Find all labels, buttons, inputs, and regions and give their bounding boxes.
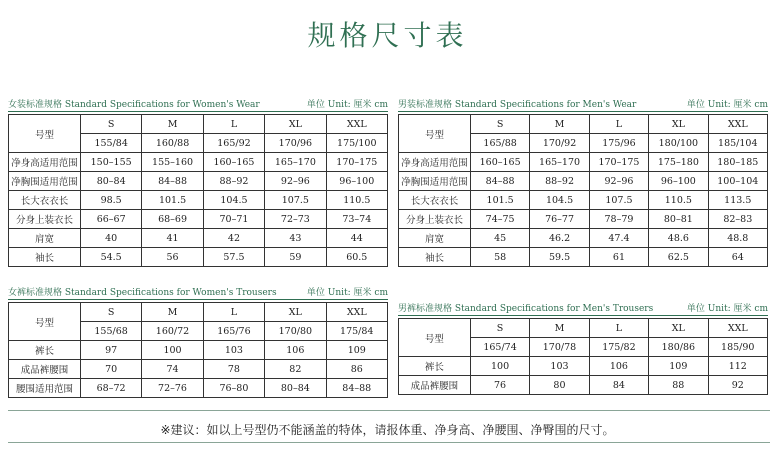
panel-header <box>398 300 768 316</box>
measure-cell: 84 <box>589 376 648 395</box>
measure-cell: 92 <box>708 376 767 395</box>
row-label: 分身上装衣长 <box>9 210 81 229</box>
table-row <box>9 210 388 229</box>
size-header: S <box>80 303 141 322</box>
size-code: 175/84 <box>326 322 387 341</box>
size-header: L <box>589 115 648 134</box>
measure-cell: 106 <box>265 341 326 360</box>
size-header: XXL <box>708 319 767 338</box>
measure-cell: 72–76 <box>142 379 203 398</box>
measure-cell: 80 <box>530 376 589 395</box>
measure-cell: 56 <box>142 248 203 267</box>
measure-cell: 88–92 <box>530 172 589 191</box>
measure-cell: 74–75 <box>470 210 529 229</box>
panel-header <box>398 96 768 112</box>
row-label: 净胸围适用范围 <box>399 172 471 191</box>
table-row <box>9 360 388 379</box>
measure-cell: 70–71 <box>203 210 264 229</box>
header-rule <box>398 111 768 112</box>
measure-cell: 88 <box>649 376 708 395</box>
row-label: 长大衣衣长 <box>9 191 81 210</box>
measure-cell: 76–77 <box>530 210 589 229</box>
measure-cell: 48.6 <box>649 229 708 248</box>
measure-cell: 97 <box>80 341 141 360</box>
measure-cell: 107.5 <box>589 191 648 210</box>
measure-cell: 57.5 <box>203 248 264 267</box>
size-code: 165/76 <box>203 322 264 341</box>
measure-cell: 86 <box>326 360 387 379</box>
measure-cell: 101.5 <box>142 191 203 210</box>
measure-cell: 98.5 <box>80 191 141 210</box>
size-header: XXL <box>326 115 387 134</box>
measure-cell: 109 <box>649 357 708 376</box>
measure-cell: 40 <box>80 229 141 248</box>
measure-cell: 170–175 <box>326 153 387 172</box>
table-row <box>399 153 768 172</box>
table-row <box>399 210 768 229</box>
table-row <box>399 172 768 191</box>
size-row <box>9 303 388 322</box>
measure-cell: 45 <box>470 229 529 248</box>
panel-caption: 女裤标准规格 Standard Specifications for Women's Trousers <box>8 288 277 298</box>
size-header: XL <box>265 115 326 134</box>
row-label: 净身高适用范围 <box>9 153 81 172</box>
row-label: 净胸围适用范围 <box>9 172 81 191</box>
measure-cell: 180–185 <box>708 153 767 172</box>
measure-cell: 68–72 <box>80 379 141 398</box>
row-label: 成品裤腰围 <box>9 360 81 379</box>
measure-cell: 103 <box>203 341 264 360</box>
row-label: 袖长 <box>399 248 471 267</box>
type-label: 号型 <box>399 319 471 357</box>
measure-cell: 76 <box>470 376 529 395</box>
row-label: 净身高适用范围 <box>399 153 471 172</box>
measure-cell: 101.5 <box>470 191 529 210</box>
size-header: XXL <box>326 303 387 322</box>
measure-cell: 66–67 <box>80 210 141 229</box>
size-code: 165/88 <box>470 134 529 153</box>
measure-cell: 100–104 <box>708 172 767 191</box>
row-label: 肩宽 <box>9 229 81 248</box>
measure-cell: 73–74 <box>326 210 387 229</box>
header-rule <box>8 299 388 300</box>
measure-cell: 70 <box>80 360 141 379</box>
panel-unit: 单位 Unit: 厘米 cm <box>686 100 768 110</box>
measure-cell: 100 <box>470 357 529 376</box>
size-header: XL <box>649 319 708 338</box>
measure-cell: 46.2 <box>530 229 589 248</box>
size-header: S <box>470 319 529 338</box>
size-code: 185/104 <box>708 134 767 153</box>
row-label: 裤长 <box>399 357 471 376</box>
measure-cell: 88–92 <box>203 172 264 191</box>
size-row <box>399 319 768 338</box>
size-code: 175/82 <box>589 338 648 357</box>
size-code: 170/92 <box>530 134 589 153</box>
measure-cell: 47.4 <box>589 229 648 248</box>
measure-cell: 150–155 <box>80 153 141 172</box>
size-header: M <box>142 303 203 322</box>
measure-cell: 165–170 <box>265 153 326 172</box>
size-code: 170/96 <box>265 134 326 153</box>
size-header: M <box>530 319 589 338</box>
size-header: S <box>470 115 529 134</box>
measure-cell: 68–69 <box>142 210 203 229</box>
header-rule <box>8 111 388 112</box>
measure-cell: 62.5 <box>649 248 708 267</box>
panel-unit: 单位 Unit: 厘米 cm <box>686 304 768 314</box>
measure-cell: 160–165 <box>470 153 529 172</box>
footer-note: ※建议：如以上号型仍不能涵盖的特体，请报体重、净身高、净腰围、净臀围的尺寸。 <box>160 423 615 437</box>
measure-cell: 165–170 <box>530 153 589 172</box>
measure-cell: 58 <box>470 248 529 267</box>
measure-cell: 48.8 <box>708 229 767 248</box>
size-code: 165/74 <box>470 338 529 357</box>
panel-unit: 单位 Unit: 厘米 cm <box>306 100 388 110</box>
measure-cell: 100 <box>142 341 203 360</box>
measure-cell: 82–83 <box>708 210 767 229</box>
table-row <box>9 248 388 267</box>
row-label: 分身上装衣长 <box>399 210 471 229</box>
panel-unit: 单位 Unit: 厘米 cm <box>306 288 388 298</box>
measure-cell: 110.5 <box>326 191 387 210</box>
measure-cell: 80–81 <box>649 210 708 229</box>
size-header: L <box>203 303 264 322</box>
table-row <box>399 191 768 210</box>
size-header: XXL <box>708 115 767 134</box>
measure-cell: 72–73 <box>265 210 326 229</box>
table-row <box>9 229 388 248</box>
size-code: 155/68 <box>80 322 141 341</box>
size-table <box>398 318 768 395</box>
header-rule <box>398 315 768 316</box>
measure-cell: 84–88 <box>142 172 203 191</box>
measure-cell: 84–88 <box>470 172 529 191</box>
type-label: 号型 <box>9 115 81 153</box>
size-code: 185/90 <box>708 338 767 357</box>
measure-cell: 170–175 <box>589 153 648 172</box>
measure-cell: 80–84 <box>265 379 326 398</box>
measure-cell: 107.5 <box>265 191 326 210</box>
row-label: 肩宽 <box>399 229 471 248</box>
size-header: L <box>589 319 648 338</box>
measure-cell: 43 <box>265 229 326 248</box>
measure-cell: 78–79 <box>589 210 648 229</box>
table-row <box>9 153 388 172</box>
row-label: 腰围适用范围 <box>9 379 81 398</box>
size-header: XL <box>649 115 708 134</box>
size-table <box>398 114 768 267</box>
table-row <box>399 376 768 395</box>
measure-cell: 82 <box>265 360 326 379</box>
table-row <box>9 379 388 398</box>
footer-rule-bottom <box>8 442 770 443</box>
size-code: 175/96 <box>589 134 648 153</box>
measure-cell: 109 <box>326 341 387 360</box>
size-row <box>9 115 388 134</box>
measure-cell: 113.5 <box>708 191 767 210</box>
measure-cell: 155–160 <box>142 153 203 172</box>
measure-cell: 44 <box>326 229 387 248</box>
panel-caption: 女装标准规格 Standard Specifications for Women's Wear <box>8 100 260 110</box>
type-label: 号型 <box>9 303 81 341</box>
size-code: 165/92 <box>203 134 264 153</box>
size-code: 160/88 <box>142 134 203 153</box>
measure-cell: 42 <box>203 229 264 248</box>
measure-cell: 104.5 <box>530 191 589 210</box>
measure-cell: 103 <box>530 357 589 376</box>
size-header: L <box>203 115 264 134</box>
measure-cell: 74 <box>142 360 203 379</box>
measure-cell: 80–84 <box>80 172 141 191</box>
row-label: 长大衣衣长 <box>399 191 471 210</box>
size-header: XL <box>265 303 326 322</box>
measure-cell: 96–100 <box>649 172 708 191</box>
measure-cell: 60.5 <box>326 248 387 267</box>
size-header: S <box>80 115 141 134</box>
row-label: 袖长 <box>9 248 81 267</box>
panel-header <box>8 284 388 300</box>
measure-cell: 64 <box>708 248 767 267</box>
size-header: M <box>530 115 589 134</box>
measure-cell: 41 <box>142 229 203 248</box>
size-table <box>8 114 388 267</box>
measure-cell: 112 <box>708 357 767 376</box>
measure-cell: 92–96 <box>589 172 648 191</box>
size-code: 155/84 <box>80 134 141 153</box>
type-label: 号型 <box>399 115 471 153</box>
panel-header <box>8 96 388 112</box>
size-code: 175/100 <box>326 134 387 153</box>
table-row <box>399 229 768 248</box>
footer-rule-top <box>8 410 770 411</box>
size-header: M <box>142 115 203 134</box>
measure-cell: 59.5 <box>530 248 589 267</box>
measure-cell: 96–100 <box>326 172 387 191</box>
measure-cell: 110.5 <box>649 191 708 210</box>
row-label: 成品裤腰围 <box>399 376 471 395</box>
measure-cell: 78 <box>203 360 264 379</box>
measure-cell: 160–165 <box>203 153 264 172</box>
measure-cell: 104.5 <box>203 191 264 210</box>
measure-cell: 61 <box>589 248 648 267</box>
table-row <box>9 341 388 360</box>
table-row <box>399 248 768 267</box>
measure-cell: 84–88 <box>326 379 387 398</box>
size-row <box>399 115 768 134</box>
size-table <box>8 302 388 398</box>
measure-cell: 106 <box>589 357 648 376</box>
table-row <box>9 172 388 191</box>
measure-cell: 175–180 <box>649 153 708 172</box>
size-code: 170/80 <box>265 322 326 341</box>
row-label: 裤长 <box>9 341 81 360</box>
measure-cell: 92–96 <box>265 172 326 191</box>
panel-caption: 男装标准规格 Standard Specifications for Men's Wear <box>398 100 637 110</box>
size-code: 180/100 <box>649 134 708 153</box>
table-row <box>399 357 768 376</box>
size-code: 160/72 <box>142 322 203 341</box>
measure-cell: 54.5 <box>80 248 141 267</box>
measure-cell: 76–80 <box>203 379 264 398</box>
size-code: 180/86 <box>649 338 708 357</box>
page-title: 规格尺寸表 <box>307 19 468 52</box>
panel-caption: 男裤标准规格 Standard Specifications for Men's Trousers <box>398 304 654 314</box>
table-row <box>9 191 388 210</box>
measure-cell: 59 <box>265 248 326 267</box>
size-code: 170/78 <box>530 338 589 357</box>
